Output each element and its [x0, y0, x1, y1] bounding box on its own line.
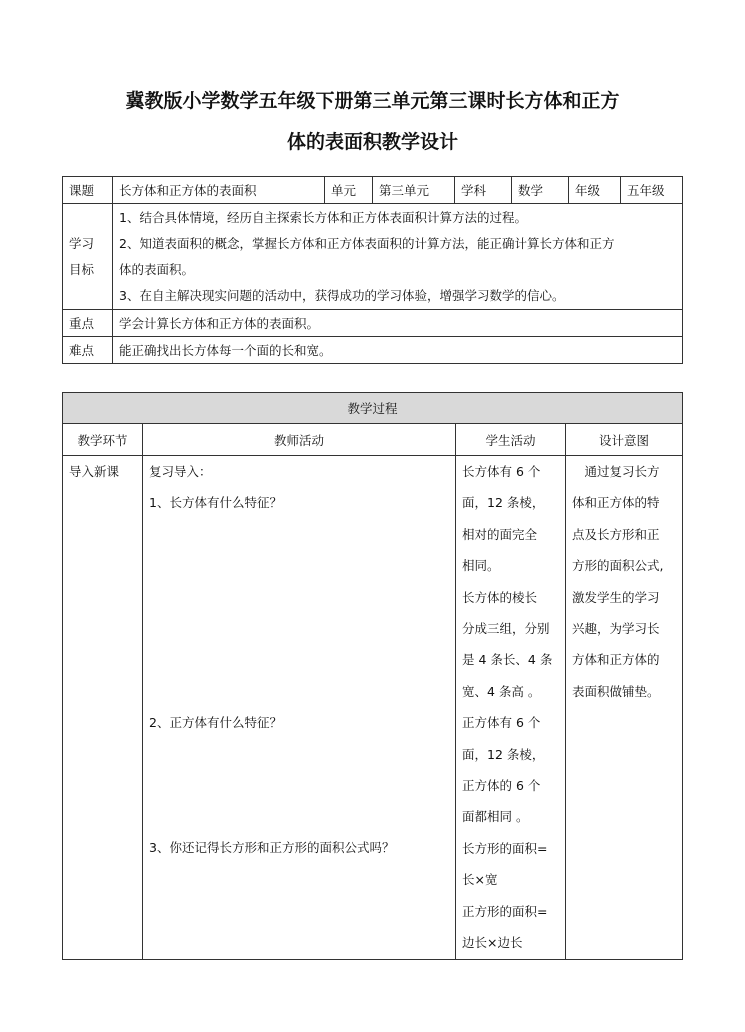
unit-value: 第三单元 [373, 177, 455, 204]
grade-value: 五年级 [621, 177, 683, 204]
key-point-label: 重点 [63, 310, 113, 337]
student-line: 长方体的棱长 [462, 589, 538, 605]
lesson-label: 课题 [63, 177, 113, 204]
student-line: 边长×边长 [462, 935, 523, 951]
objectives-label [63, 204, 113, 310]
intent-line: 表面积做铺垫。 [572, 683, 660, 699]
teacher-question-2: 2、正方体有什么特征？ [149, 714, 282, 730]
student-line: 正方形的面积= [462, 903, 548, 919]
document-title-line-1: 冀教版小学数学五年级下册第三单元第三课时长方体和正方 [125, 90, 620, 112]
objectives-label-line-2: 目标 [69, 261, 95, 277]
teacher-intro: 复习导入： [149, 464, 212, 479]
teaching-process-table [62, 392, 683, 960]
student-line: 正方体有 6 个 [462, 715, 541, 731]
key-point-value: 学会计算长方体和正方体的表面积。 [113, 310, 683, 337]
student-line: 长×宽 [462, 872, 498, 888]
difficulty-row [63, 337, 683, 364]
stage-cell: 导入新课 [63, 456, 143, 960]
student-line: 长方体有 6 个 [462, 464, 541, 479]
objectives-row [63, 204, 683, 310]
student-line: 相对的面完全 [462, 526, 538, 542]
difficulty-label: 难点 [63, 337, 113, 364]
lesson-value: 长方体和正方体的表面积 [113, 177, 325, 204]
student-line: 分成三组，分别 [462, 621, 550, 637]
intent-line: 激发学生的学习 [572, 589, 660, 605]
intent-line: 方形的面积公式, [572, 558, 664, 574]
process-row [63, 456, 683, 960]
student-line: 是 4 条长、4 条 [462, 652, 553, 668]
student-line: 面都相同 。 [462, 809, 529, 825]
column-header-stage: 教学环节 [63, 424, 143, 456]
column-header-teacher: 教师活动 [143, 424, 456, 456]
intent-line: 体和正方体的特 [572, 495, 660, 511]
subject-label: 学科 [455, 177, 512, 204]
student-line: 长方形的面积= [462, 840, 548, 856]
objective-item: 3、在自主解决现实问题的活动中，获得成功的学习体验，增强学习数学的信心。 [119, 288, 565, 303]
lesson-row [63, 177, 683, 204]
intent-line: 通过复习长方 [572, 464, 660, 479]
column-header-intent: 设计意图 [566, 424, 683, 456]
intent-line: 方体和正方体的 [572, 652, 660, 668]
objective-item: 体的表面积。 [119, 262, 195, 277]
intent-line: 兴趣，为学习长 [572, 621, 660, 637]
student-line: 相同。 [462, 558, 500, 574]
student-line: 面，12 条棱， [462, 746, 545, 762]
design-intent-cell [566, 456, 683, 960]
process-header: 教学过程 [63, 393, 683, 424]
lesson-info-table [62, 176, 683, 364]
objective-item: 2、知道表面积的概念，掌握长方体和正方体表面积的计算方法，能正确计算长方体和正方 [119, 236, 615, 251]
intent-line: 点及长方形和正 [572, 526, 660, 542]
column-header-student: 学生活动 [456, 424, 566, 456]
student-line: 面，12 条棱， [462, 495, 545, 511]
teacher-question-1: 1、长方体有什么特征？ [149, 495, 282, 511]
difficulty-value: 能正确找出长方体每一个面的长和宽。 [113, 337, 683, 364]
objectives-label-line-1: 学习 [69, 235, 95, 251]
document-title-line-2: 体的表面积教学设计 [286, 131, 458, 153]
column-header-row [63, 424, 683, 456]
student-line: 正方体的 6 个 [462, 778, 541, 794]
objectives-content [113, 204, 683, 310]
key-point-row [63, 310, 683, 337]
subject-value: 数学 [512, 177, 569, 204]
unit-label: 单元 [325, 177, 373, 204]
student-activity-cell [456, 456, 566, 960]
teacher-question-3: 3、你还记得长方形和正方形的面积公式吗？ [149, 840, 395, 856]
teacher-activity-cell [143, 456, 456, 960]
student-line: 宽、4 条高 。 [462, 683, 541, 699]
grade-label: 年级 [569, 177, 621, 204]
objective-item: 1、结合具体情境，经历自主探索长方体和正方体表面积计算方法的过程。 [119, 210, 527, 225]
